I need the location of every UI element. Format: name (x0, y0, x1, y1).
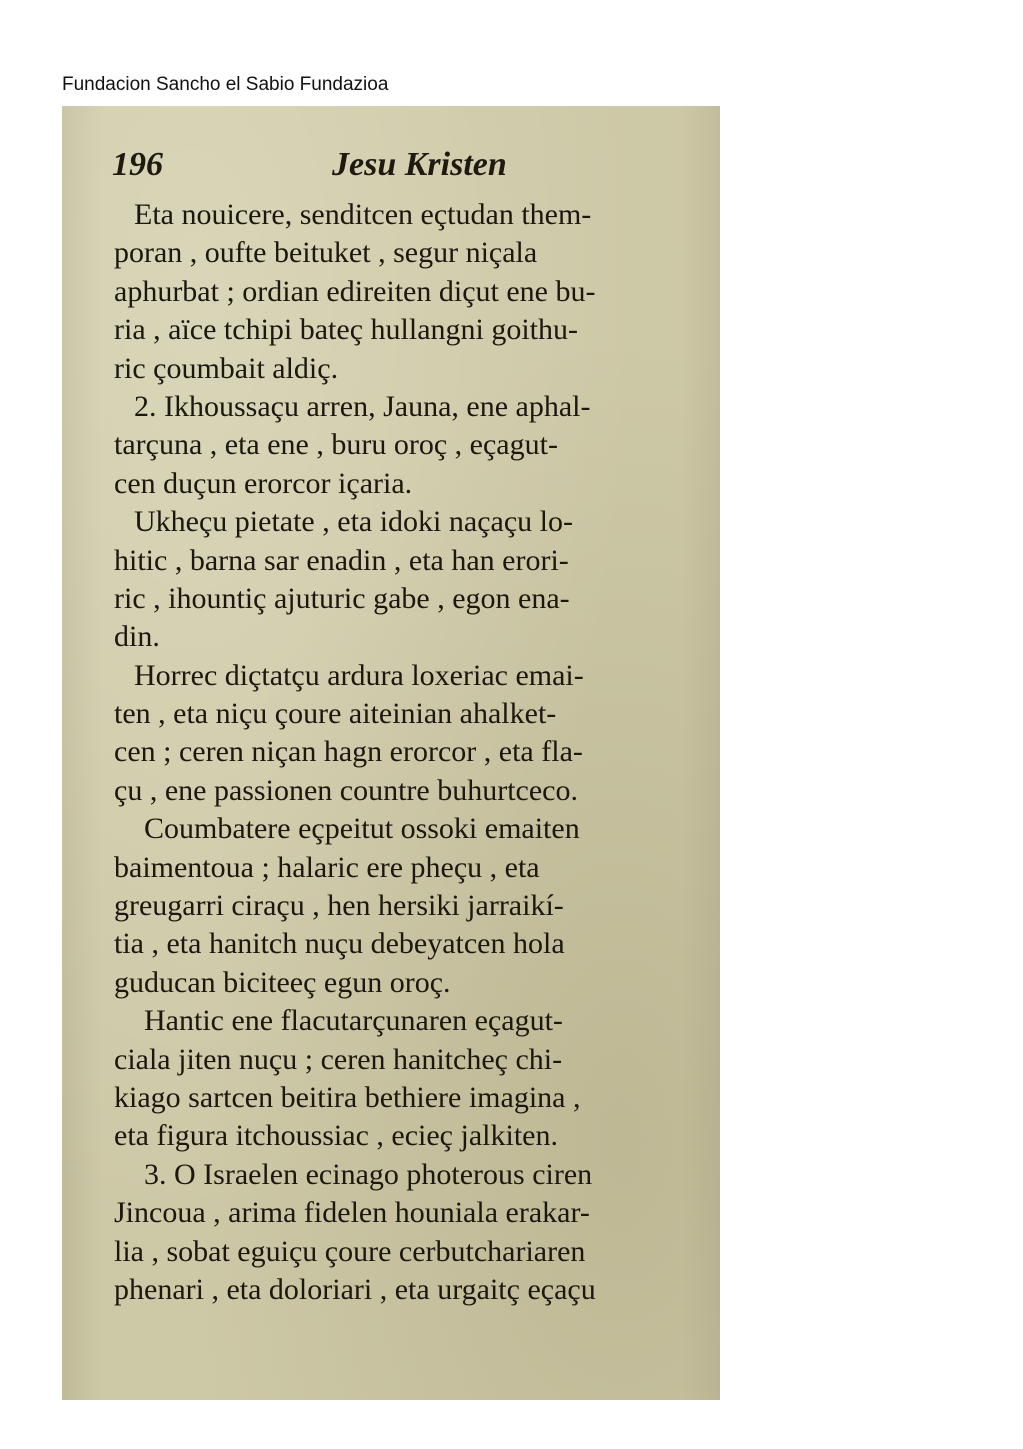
text-line: 2. Ikhoussaçu arren, Jauna, ene aphal- (134, 389, 591, 423)
scanned-page (62, 106, 720, 1400)
text-line: ric çoumbait aldiç. (114, 351, 339, 385)
text-line: Jincoua , arima fidelen houniala erakar- (114, 1196, 590, 1230)
text-line: baimentoua ; halaric ere pheçu , eta (114, 850, 540, 884)
text-line: eta figura itchoussiac , ecieç jalkiten. (114, 1119, 558, 1153)
text-line: din. (114, 620, 160, 654)
text-line: Ukheçu pietate , eta idoki naçaçu lo- (134, 505, 573, 539)
text-line: Eta nouicere, senditcen eçtudan them- (134, 198, 592, 231)
book-title: Jesu Kristen (332, 146, 507, 183)
text-line: tarçuna , eta ene , buru oroç , eçagut- (114, 428, 558, 462)
page-number: 196 (112, 146, 163, 183)
text-line: 3. O Israelen ecinago photerous ciren (144, 1157, 593, 1191)
text-line: aphurbat ; ordian edireiten diçut ene bu- (114, 274, 596, 308)
text-line: poran , oufte beituket , segur niçala (114, 236, 538, 270)
library-header: Fundacion Sancho el Sabio Fundazioa (62, 74, 389, 95)
text-line: Horrec diçtatçu ardura loxeriac emai- (134, 658, 584, 692)
running-head (112, 146, 672, 196)
text-line: ric , ihountiç ajuturic gabe , egon ena- (114, 581, 570, 615)
text-line: ten , eta niçu çoure aiteinian ahalket- (114, 697, 557, 731)
text-line: kiago sartcen beitira bethiere imagina , (114, 1080, 581, 1114)
text-line: lia , sobat eguiçu çoure cerbutchariaren (114, 1234, 586, 1268)
text-line: greugarri ciraçu , hen hersiki jarraikí- (114, 889, 564, 923)
text-line: phenari , eta doloriari , eta urgaitç eçaçu (114, 1272, 596, 1306)
text-line: Hantic ene flacutarçunaren eçagut- (144, 1004, 563, 1038)
text-line: guducan biciteeç egun oroç. (114, 965, 451, 999)
text-line: Coumbatere eçpeitut ossoki emaiten (144, 812, 580, 846)
text-line: cen ; ceren niçan hagn erorcor , eta fla- (114, 735, 583, 769)
text-line: çu , ene passionen countre buhurtceco. (114, 773, 578, 807)
text-line: cen duçun erorcor içaria. (114, 466, 413, 500)
text-line: hitic , barna sar enadin , eta han erori- (114, 543, 569, 577)
text-line: ria , aïce tchipi bateç hullangni goithu- (114, 313, 579, 347)
text-line: tia , eta hanitch nuçu debeyatcen hola (114, 927, 565, 961)
text-block (114, 196, 710, 1309)
text-line: ciala jiten nuçu ; ceren hanitcheç chi- (114, 1042, 563, 1076)
